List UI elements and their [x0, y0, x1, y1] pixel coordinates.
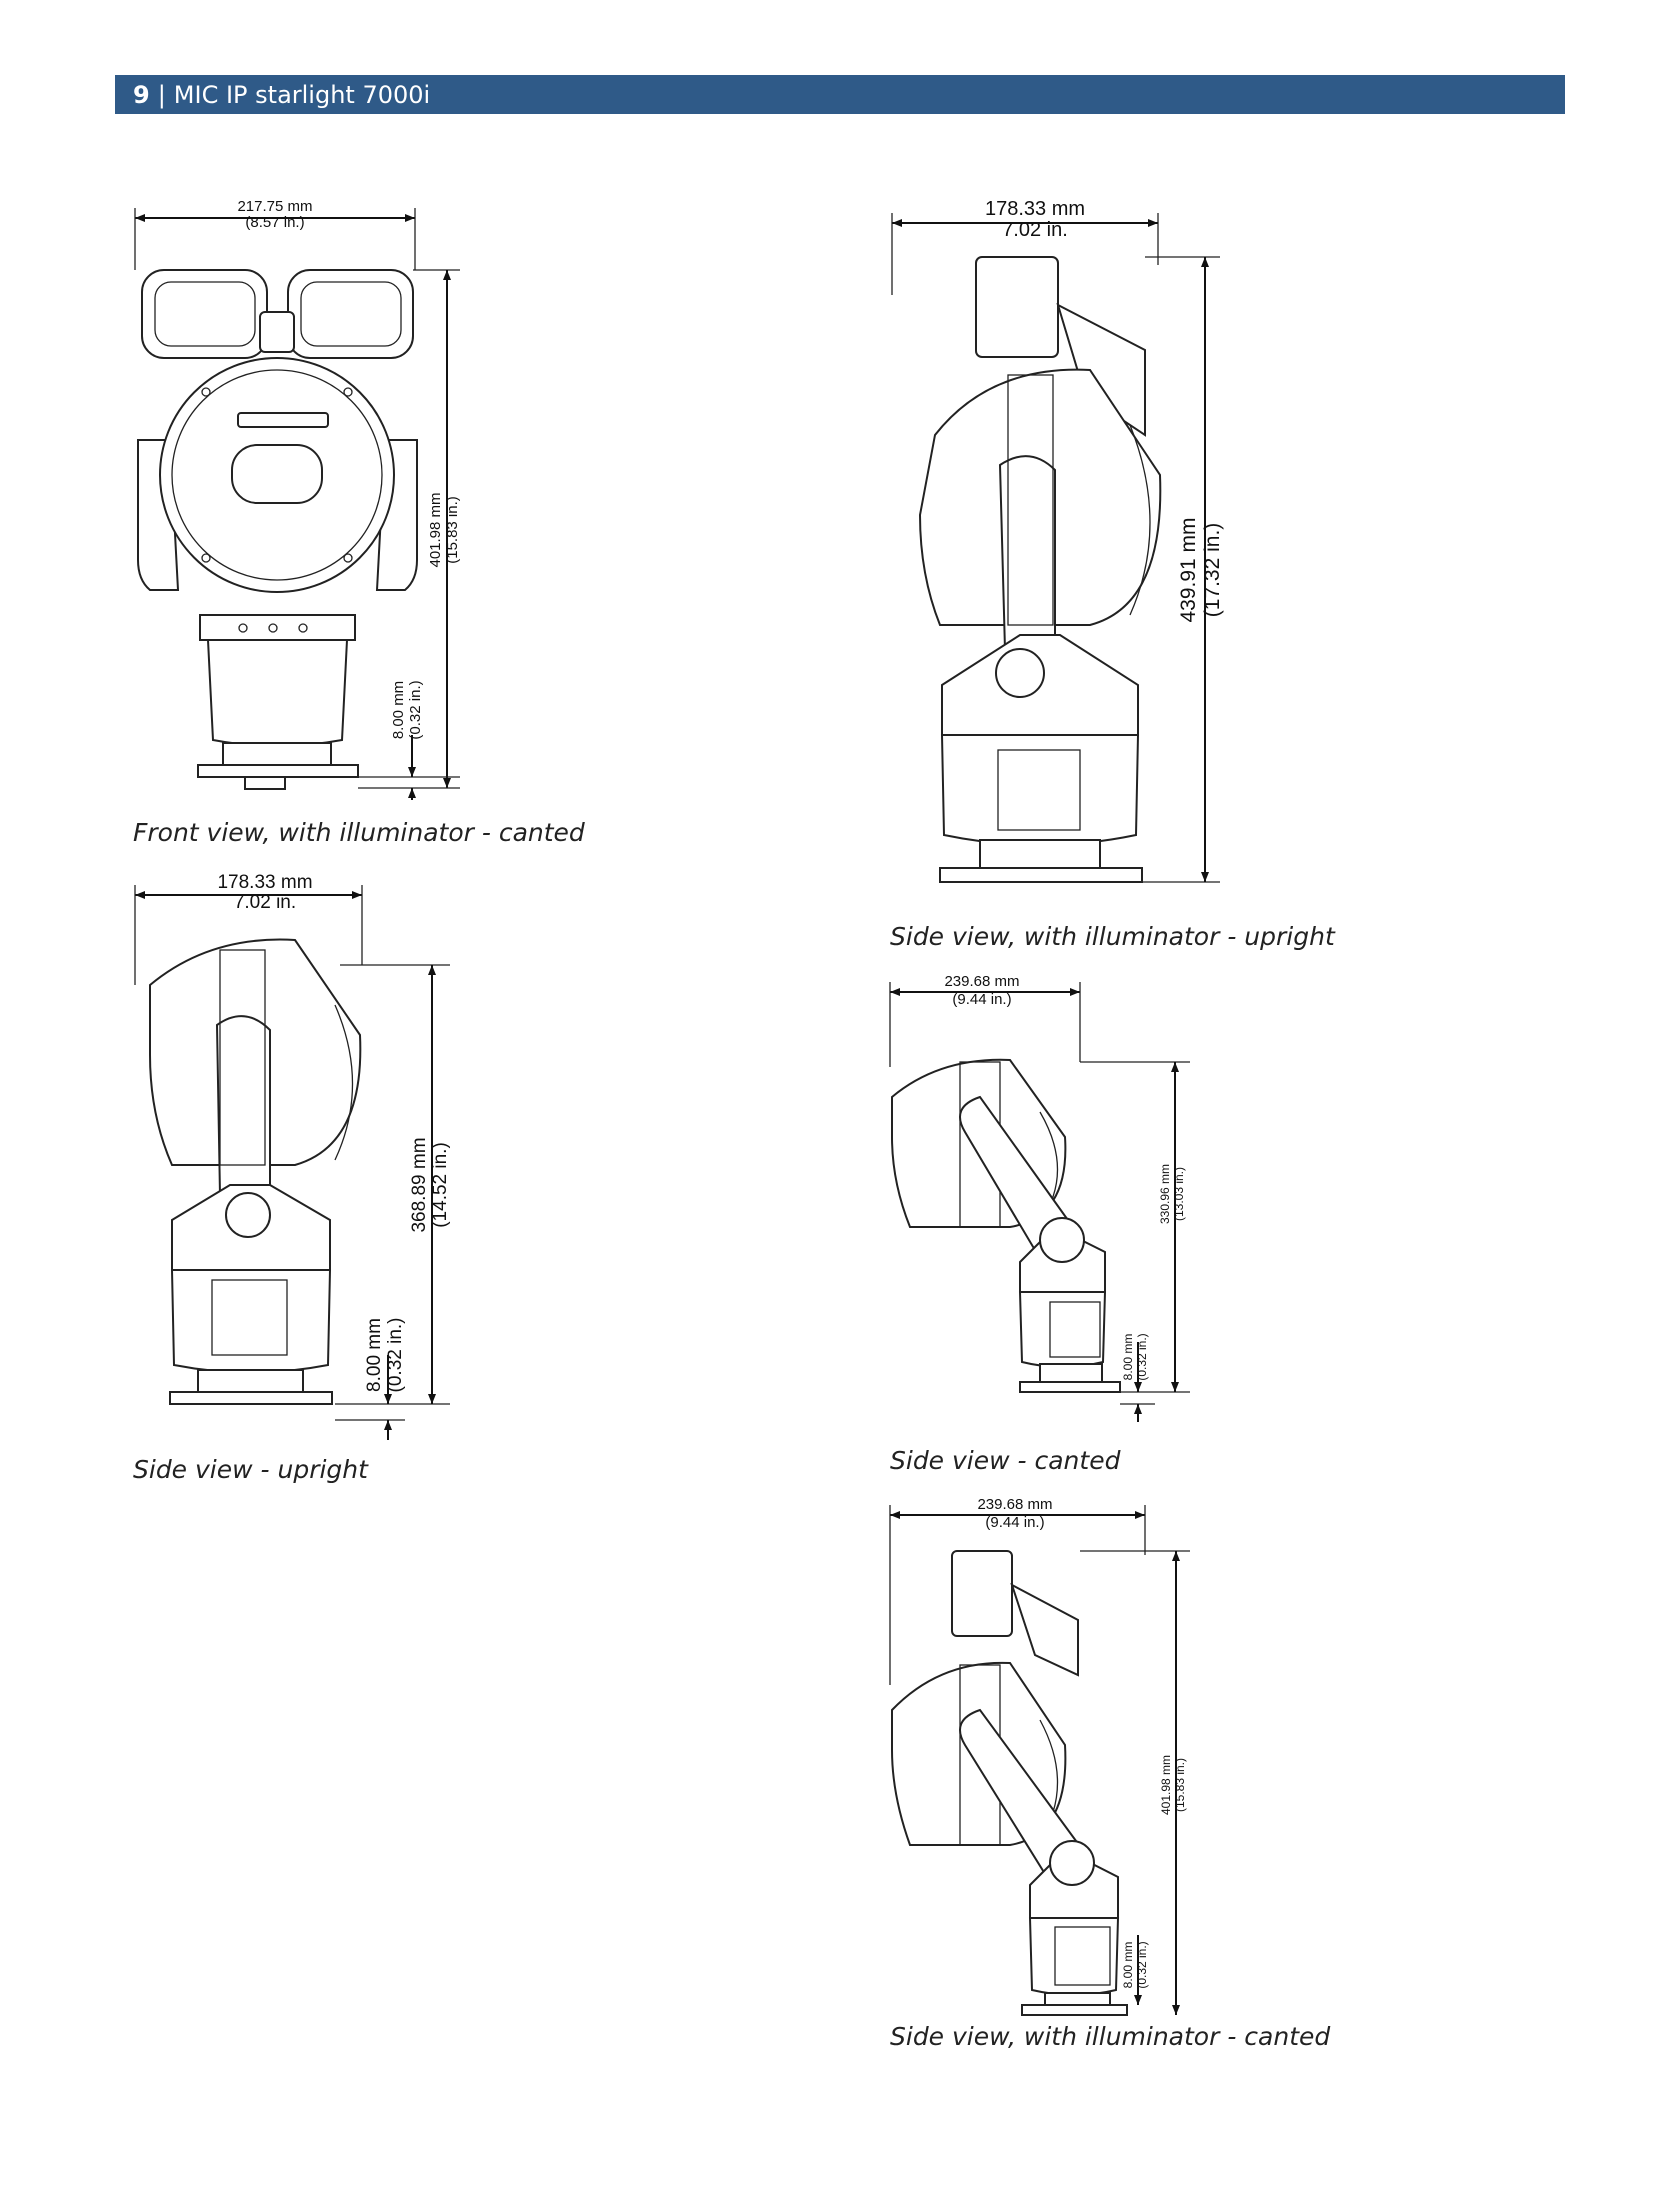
width-in-label: (9.44 in.) — [985, 1514, 1045, 1531]
width-in-label: 7.02 in. — [1002, 219, 1068, 241]
side-view-upright-caption: Side view - upright — [133, 1455, 368, 1484]
height-mm-label: 401.98 mm — [427, 492, 444, 568]
document-title: MIC IP starlight 7000i — [173, 80, 431, 109]
side-view-canted-drawing — [880, 972, 1240, 1442]
base-mm-label: 8.00 mm — [390, 680, 407, 740]
side-view-illuminator-upright-drawing — [880, 195, 1240, 910]
base-dimension — [1121, 1935, 1149, 2005]
side-view-illuminator-canted-caption: Side view, with illuminator - canted — [890, 2022, 1331, 2051]
height-mm-label: 401.98 mm — [1159, 1754, 1173, 1816]
width-mm-label: 239.68 mm — [944, 973, 1020, 990]
width-in-label: (9.44 in.) — [952, 991, 1012, 1008]
width-dimension — [890, 973, 1080, 1067]
side-view-upright-drawing — [120, 872, 480, 1455]
side-view-canted-caption: Side view - canted — [890, 1446, 1121, 1475]
base-in-label: (0.32 in.) — [385, 1317, 406, 1393]
base-in-label: (0.32 in.) — [1135, 1333, 1149, 1381]
side-view-illuminator-upright-caption: Side view, with illuminator - upright — [890, 922, 1335, 951]
width-mm-label: 217.75 mm — [237, 198, 313, 215]
width-mm-label: 178.33 mm — [984, 198, 1086, 220]
width-dimension — [135, 198, 415, 270]
height-mm-label: 439.91 mm — [1177, 517, 1200, 623]
header-separator: | — [157, 80, 166, 109]
page-number: 9 — [133, 80, 150, 109]
base-dimension — [335, 1318, 406, 1440]
side-view-illuminator-canted-drawing — [880, 1495, 1240, 2015]
width-mm-label: 178.33 mm — [217, 872, 313, 893]
base-mm-label: 8.00 mm — [1121, 1333, 1135, 1381]
height-in-label: (13.03 in.) — [1172, 1166, 1186, 1222]
front-view-illuminator-canted-drawing — [120, 200, 480, 800]
height-in-label: (14.52 in.) — [430, 1142, 451, 1228]
height-mm-label: 330.96 mm — [1158, 1163, 1172, 1225]
width-in-label: 7.02 in. — [233, 892, 297, 913]
base-mm-label: 8.00 mm — [364, 1318, 385, 1392]
height-mm-label: 368.89 mm — [409, 1137, 430, 1233]
height-in-label: (15.83 in.) — [1173, 1757, 1187, 1813]
base-dimension — [1120, 1333, 1155, 1422]
width-in-label: (8.57 in.) — [245, 214, 305, 231]
base-in-label: (0.32 in.) — [1135, 1941, 1149, 1989]
width-mm-label: 239.68 mm — [977, 1496, 1053, 1513]
base-mm-label: 8.00 mm — [1121, 1941, 1135, 1989]
height-in-label: (17.32 in.) — [1201, 522, 1224, 618]
base-in-label: (0.32 in.) — [407, 680, 424, 740]
page-header — [115, 75, 1565, 114]
height-in-label: (15.83 in.) — [444, 496, 461, 564]
height-dimension — [1142, 257, 1224, 882]
front-view-canted-caption: Front view, with illuminator - canted — [133, 818, 585, 847]
